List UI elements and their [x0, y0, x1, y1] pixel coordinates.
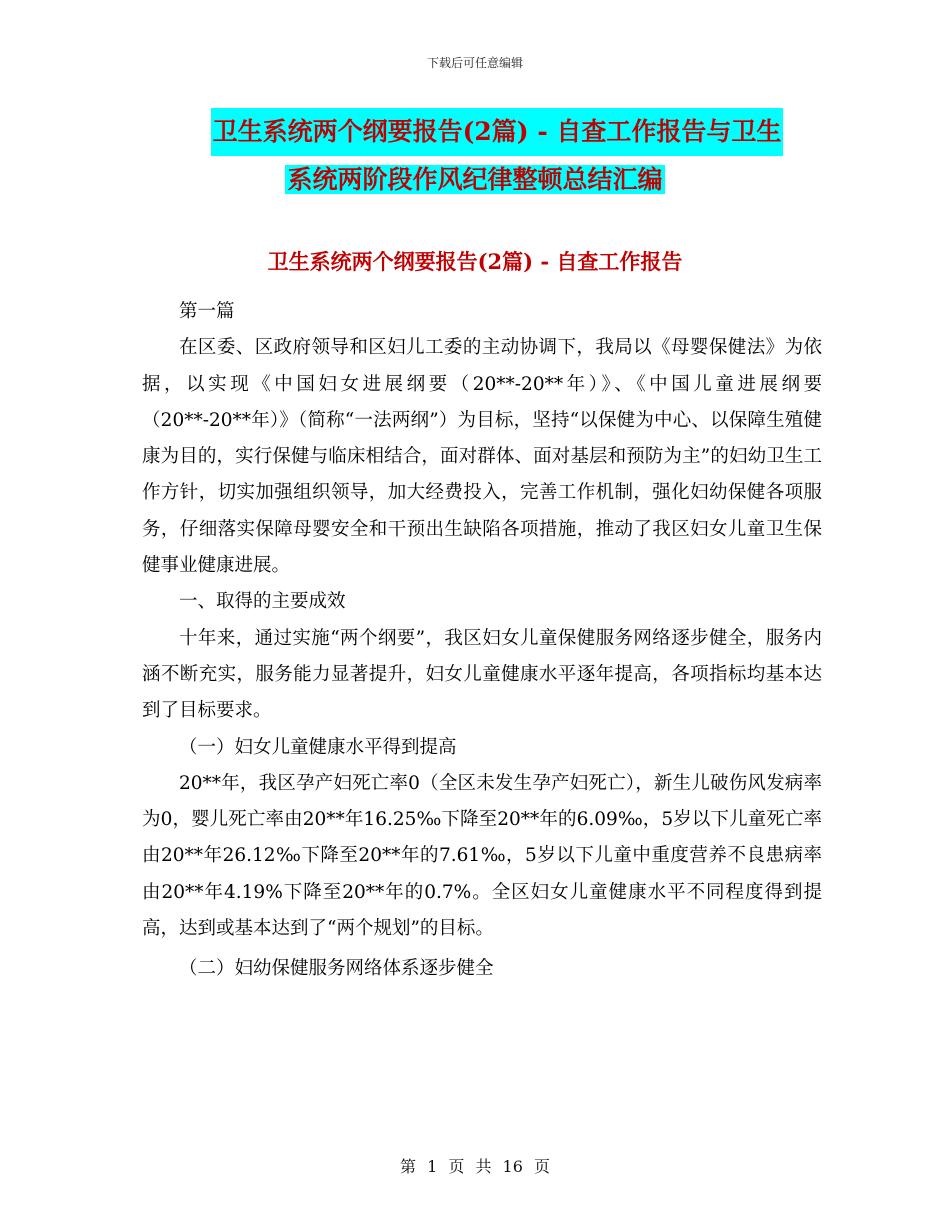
- paragraph-achievements: 十年来，通过实施“两个纲要”，我区妇女儿童保健服务网络逐步健全，服务内涵不断充实，服务能力显著提升，妇女儿童健康水平逐年提高，各项指标均基本达到了目标要求。: [142, 627, 822, 722]
- title-line-1: 卫生系统两个纲要报告(2篇) - 自查工作报告与卫生: [211, 108, 784, 156]
- section-title: 卫生系统两个纲要报告(2篇) - 自查工作报告: [267, 249, 683, 274]
- paragraph-part-label: 第一篇: [179, 301, 235, 322]
- paragraph-intro: 在区委、区政府领导和区妇儿工委的主动协调下，我局以《母婴保健法》为依据，以实现《中国妇女进展纲要（20**-20**年）》、《中国儿童进展纲要（20**-20**年）》（简称“一法两纲”）为目标，坚持“以保健为中心、以保障生殖健康为目的，实行保健与临床相结合，面对群体、面对基层和预防为主”的妇幼卫生工作方针，切实加强组织领导，加大经费投入，完善工作机制，强化妇幼保健各项服务，仔细落实保障母婴安全和干预出生缺陷各项措施，推动了我区妇女儿童卫生保健事业健康进展。: [142, 337, 822, 577]
- heading-main-achievements: 一、取得的主要成效: [179, 591, 346, 613]
- page-number: 第 1 页 共 16 页: [400, 1157, 550, 1176]
- header-note: 下载后可任意编辑: [426, 56, 523, 70]
- title-line-2: 系统两阶段作风纪律整顿总结汇编: [287, 165, 663, 194]
- document-title: [0, 108, 950, 204]
- document-body: [142, 294, 822, 988]
- heading-health-level: （一）妇女儿童健康水平得到提高: [179, 736, 457, 758]
- paragraph-health-stats: 20**年，我区孕产妇死亡率0（全区未发生孕产妇死亡），新生儿破伤风发病率为0，婴儿死亡率由20**年16.25‰下降至20**年的6.09‰，5岁以下儿童死亡率由20**年26.12‰下降至20**年的7.61‰，5岁以下儿童中重度营养不良患病率由20**年4.19%下降至20**年的0.7%。全区妇女儿童健康水平不同程度得到提高，达到或基本达到了“两个规划”的目标。: [142, 772, 822, 940]
- heading-service-network: （二）妇幼保健服务网络体系逐步健全: [179, 958, 494, 980]
